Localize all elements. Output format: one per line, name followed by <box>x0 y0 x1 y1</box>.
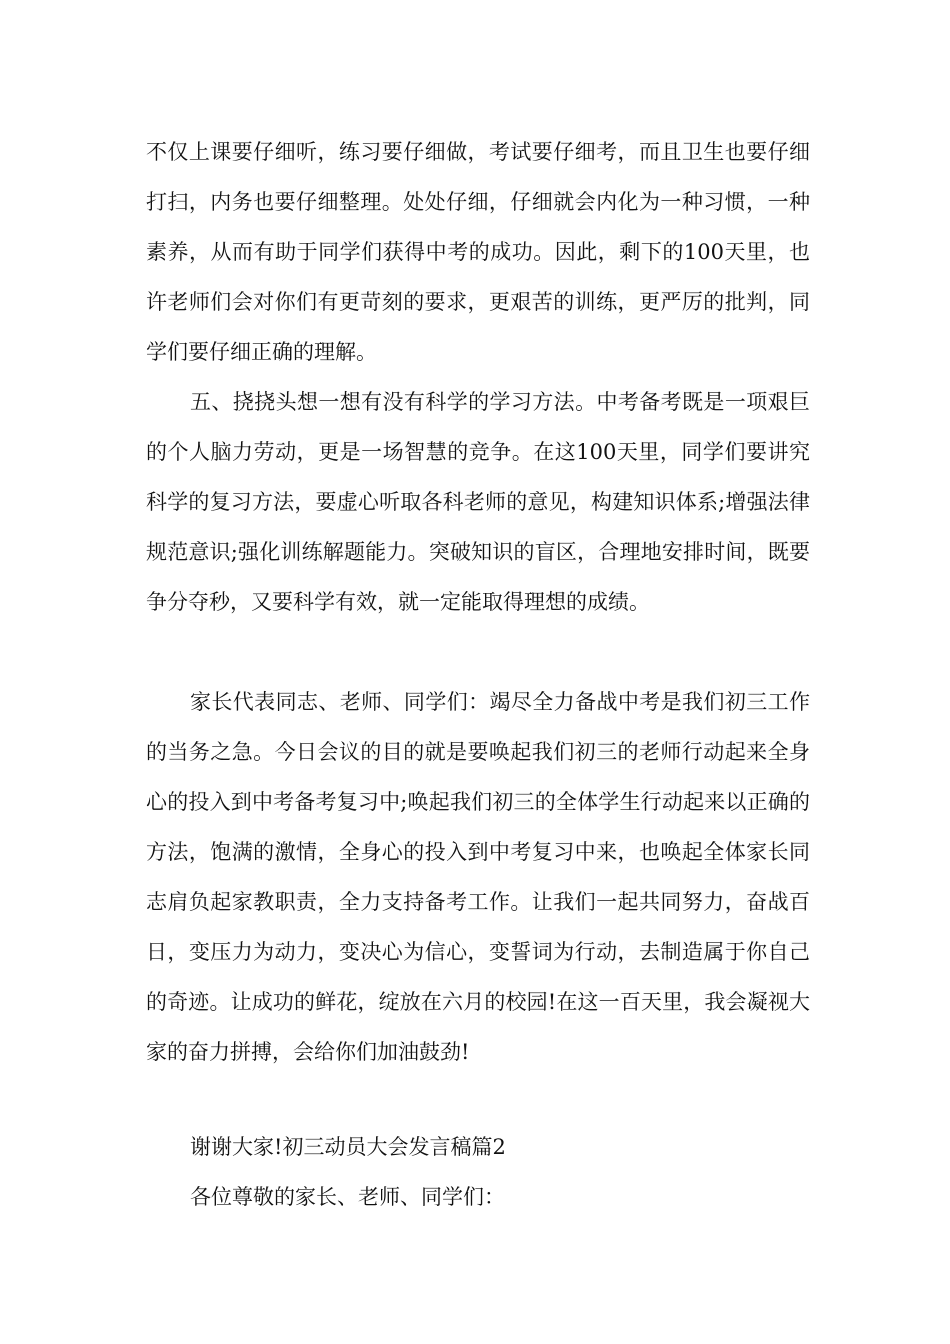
paragraph-block-3 <box>146 677 810 1077</box>
salutation-block <box>146 1172 810 1222</box>
paragraph-continuation: 不仅上课要仔细听，练习要仔细做，考试要仔细考，而且卫生也要仔细打扫，内务也要仔细整理。处处仔细，仔细就会内化为一种习惯，一种素养，从而有助于同学们获得中考的成功。因此，剩下的100天里，也许老师们会对你们有更苛刻的要求，更艰苦的训练，更严厉的批判，同学们要仔细正确的理解。 <box>146 140 810 364</box>
paragraph-block-1 <box>146 127 810 377</box>
paragraph-closing-remarks: 家长代表同志、老师、同学们：竭尽全力备战中考是我们初三工作的当务之急。今日会议的目的就是要唤起我们初三的老师行动起来全身心的投入到中考备考复习中;唤起我们初三的全体学生行动起来以正确的方法，饱满的激情，全身心的投入到中考复习中来，也唤起全体家长同志肩负起家教职责，全力支持备考工作。让我们一起共同努力，奋战百日，变压力为动力，变决心为信心，变誓词为行动，去制造属于你自己的奇迹。让成功的鲜花，绽放在六月的校园!在这一百天里，我会凝视大家的奋力拼搏，会给你们加油鼓劲! <box>146 690 810 1064</box>
salutation-line: 各位尊敬的家长、老师、同学们： <box>190 1185 505 1209</box>
heading-block <box>146 1122 810 1172</box>
paragraph-study-methods: 五、挠挠头想一想有没有科学的学习方法。中考备考既是一项艰巨的个人脑力劳动，更是一场智慧的竞争。在这100天里，同学们要讲究科学的复习方法，要虚心听取各科老师的意见，构建知识体系;增强法律规范意识;强化训练解题能力。突破知识的盲区，合理地安排时间，既要争分夺秒，又要科学有效，就一定能取得理想的成绩。 <box>146 390 810 614</box>
paragraph-block-2 <box>146 377 810 627</box>
section-heading: 谢谢大家!初三动员大会发言稿篇2 <box>190 1135 506 1159</box>
